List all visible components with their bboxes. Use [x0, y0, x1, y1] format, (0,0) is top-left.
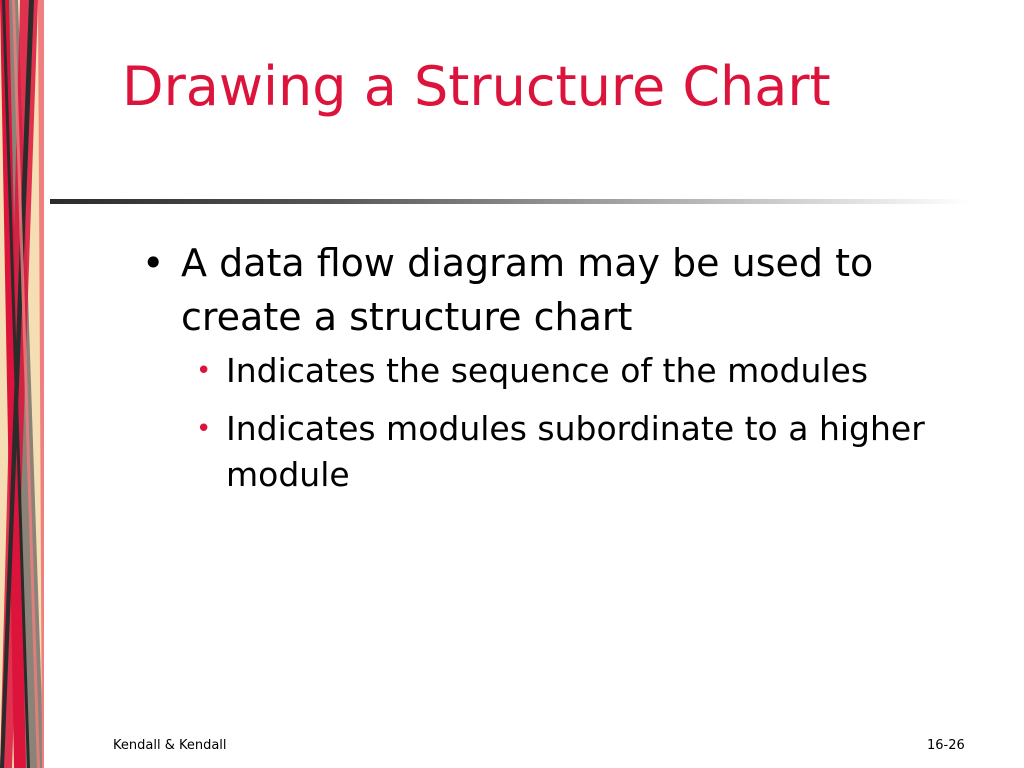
- sub-bullet-item: [186, 406, 990, 498]
- sub-bullet-list: [140, 348, 990, 498]
- sub-bullet-marker: •: [196, 356, 212, 386]
- footer-slide-number: 16-26: [927, 738, 965, 753]
- sub-bullet-text: Indicates modules subordinate to a higher module: [226, 409, 925, 494]
- bullet-marker: •: [142, 241, 165, 285]
- sub-bullet-text: Indicates the sequence of the modules: [226, 351, 869, 390]
- sub-bullet-item: [186, 348, 990, 394]
- decorative-stripes-graphic: [0, 0, 44, 768]
- left-decorative-band: [0, 0, 44, 768]
- slide-title: Drawing a Structure Chart: [122, 55, 831, 118]
- sub-bullet-marker: •: [196, 414, 212, 444]
- bullet-item: [140, 236, 990, 344]
- title-divider: [50, 199, 970, 204]
- bullet-text: A data flow diagram may be used to create a structure chart: [181, 241, 874, 339]
- footer-author: Kendall & Kendall: [113, 738, 227, 753]
- slide-body: [140, 236, 990, 510]
